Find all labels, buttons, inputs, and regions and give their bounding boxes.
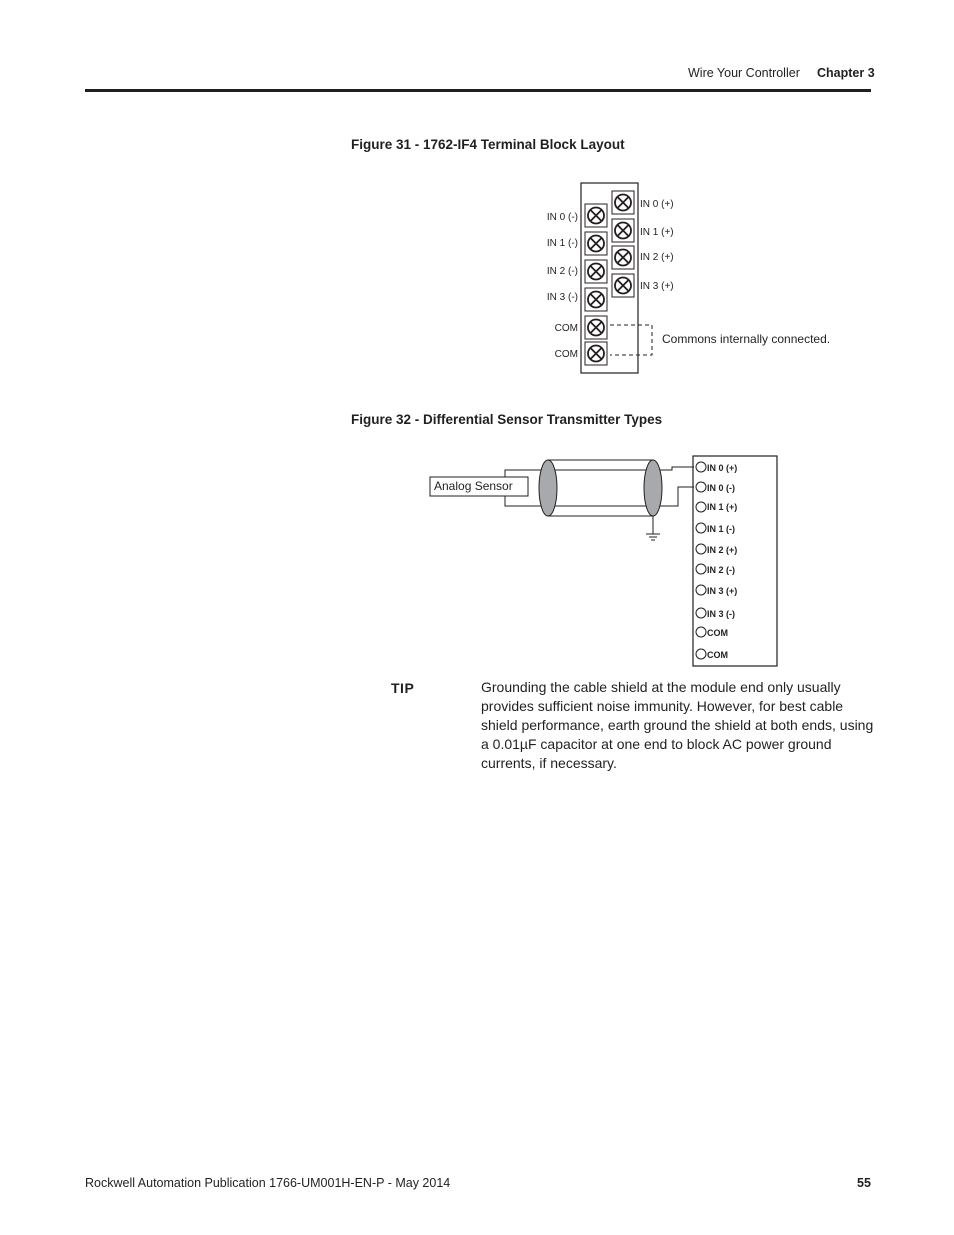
terminal-screw-icon — [612, 246, 634, 269]
left-terminal-label: COM — [554, 323, 578, 334]
terminal-circle-icon — [696, 627, 706, 637]
commons-connection-bracket — [610, 325, 652, 355]
module-terminal-label: IN 3 (+) — [707, 586, 738, 596]
terminal-circle-icon — [696, 482, 706, 492]
tip-text: Grounding the cable shield at the module end only usually provides sufficient noise immunity. However, for best cable shield performance, earth ground the shield at both ends, using a 0.01µF capacitor at one end to block AC power ground currents, if necessary. — [481, 679, 874, 771]
terminal-screw-icon — [585, 260, 607, 283]
terminal-screw-icon — [612, 274, 634, 297]
module-terminal-label: IN 0 (+) — [707, 463, 738, 473]
right-terminal-label: IN 3 (+) — [640, 281, 674, 292]
right-terminal-label: IN 1 (+) — [640, 227, 674, 238]
page-number: 55 — [857, 1176, 871, 1190]
cable-end-right — [644, 460, 662, 516]
terminal-block-diagram — [540, 180, 860, 380]
module-terminal-label: IN 1 (+) — [707, 502, 738, 512]
terminal-screw-icon — [585, 316, 607, 339]
left-terminal-label: IN 1 (-) — [546, 238, 578, 249]
module-terminal-label: IN 1 (-) — [707, 524, 735, 534]
left-terminal-label: IN 2 (-) — [546, 266, 578, 277]
differential-sensor-diagram — [420, 452, 800, 672]
commons-note: Commons internally connected. — [662, 332, 831, 346]
footer-publication: Rockwell Automation Publication 1766-UM001H-EN-P - May 2014 — [85, 1176, 451, 1190]
terminal-screw-icon — [612, 191, 634, 214]
figure-31-caption: Figure 31 - 1762-IF4 Terminal Block Layout — [351, 137, 625, 152]
terminal-circle-icon — [696, 523, 706, 533]
terminal-screw-icon — [612, 219, 634, 242]
right-terminal-label: IN 2 (+) — [640, 252, 674, 263]
terminal-circle-icon — [696, 608, 706, 618]
wire-to-in0-minus — [665, 487, 694, 506]
left-terminal-label: COM — [554, 349, 578, 360]
terminal-circle-icon — [696, 564, 706, 574]
analog-sensor-label: Analog Sensor — [434, 479, 513, 493]
module-terminal-label: IN 0 (-) — [707, 483, 735, 493]
terminal-screw-icon — [585, 204, 607, 227]
sensor-wire-minus — [505, 496, 540, 506]
terminal-circle-icon — [696, 502, 706, 512]
tip-label: TIP — [391, 680, 415, 696]
module-terminal-label: IN 2 (+) — [707, 545, 738, 555]
terminal-screw-icon — [585, 342, 607, 365]
running-header-section: Wire Your Controller — [688, 66, 800, 80]
figure-32-caption: Figure 32 - Differential Sensor Transmitter Types — [351, 412, 663, 427]
running-header-chapter: Chapter 3 — [817, 66, 875, 80]
sensor-wire-plus — [505, 470, 540, 477]
module-terminal-label: IN 3 (-) — [707, 609, 735, 619]
terminal-circle-icon — [696, 462, 706, 472]
left-terminal-label: IN 0 (-) — [546, 212, 578, 223]
terminal-screw-icon — [585, 232, 607, 255]
left-terminal-label: IN 3 (-) — [546, 292, 578, 303]
terminal-circle-icon — [696, 585, 706, 595]
module-terminal-label: IN 2 (-) — [707, 565, 735, 575]
module-terminal-label: COM — [707, 628, 728, 638]
header-rule — [85, 89, 871, 92]
terminal-circle-icon — [696, 649, 706, 659]
terminal-screw-icon — [585, 288, 607, 311]
wire-to-in0-plus — [665, 467, 694, 470]
right-terminal-label: IN 0 (+) — [640, 199, 674, 210]
module-terminal-label: COM — [707, 650, 728, 660]
cable-end-left — [539, 460, 557, 516]
terminal-circle-icon — [696, 544, 706, 554]
